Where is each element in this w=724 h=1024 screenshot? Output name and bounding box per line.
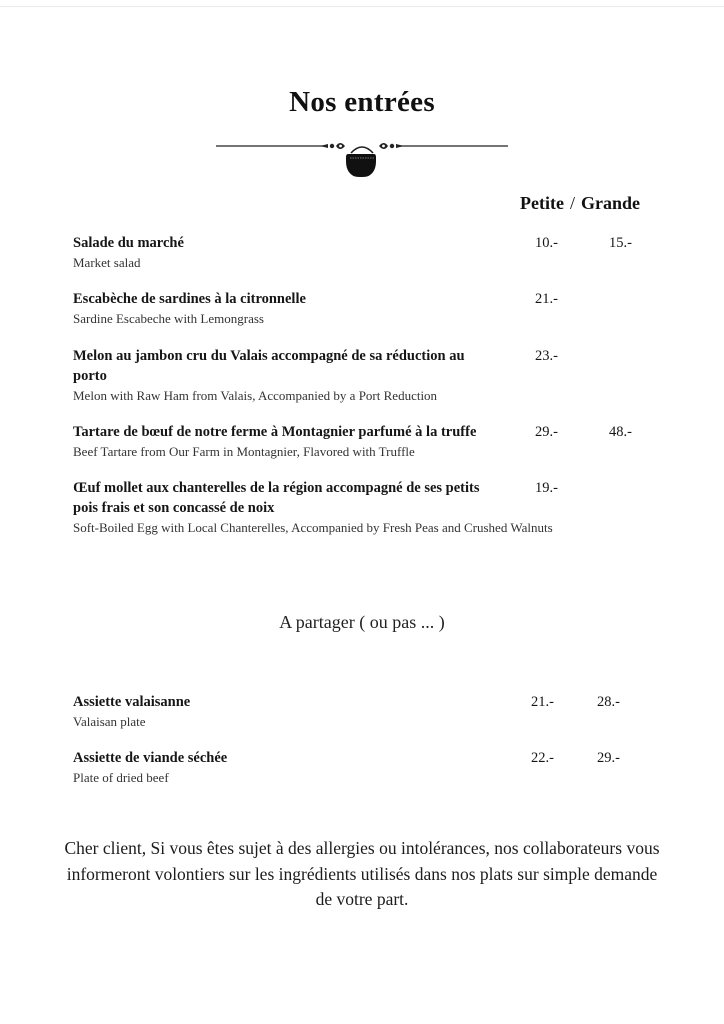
- item-name-en: Valaisan plate: [73, 714, 146, 729]
- price-grande: 48.-: [609, 424, 632, 440]
- menu-item: [73, 346, 673, 406]
- price-petite: 23.-: [535, 348, 558, 364]
- item-name-en: Soft-Boiled Egg with Local Chanterelles, Accompanied by Fresh Peas and Crushed Walnuts: [73, 520, 553, 535]
- cooking-pot-divider-icon: [216, 136, 508, 178]
- column-header-grande: Grande: [580, 193, 640, 213]
- item-name-fr: Tartare de bœuf de notre ferme à Montagnier parfumé à la truffe: [73, 424, 477, 440]
- menu-item: [73, 692, 673, 732]
- item-name-en: Market salad: [73, 255, 141, 270]
- price-grande: 15.-: [609, 235, 632, 251]
- item-name-fr: Escabèche de sardines à la citronnelle: [73, 291, 306, 307]
- column-header-petite: Petite: [520, 193, 564, 213]
- column-separator: /: [569, 193, 575, 213]
- menu-item: [73, 748, 673, 788]
- allergy-notice: Cher client, Si vous êtes sujet à des allergies ou intolérances, nos collaborateurs vous informeront volontiers sur les ingrédients utilisés dans nos plats sur simple demande de votre part.: [64, 838, 660, 909]
- price-column-headers: [520, 193, 640, 214]
- price-petite: 10.-: [535, 235, 558, 251]
- price-petite: 21.-: [535, 291, 558, 307]
- price-grande: 28.-: [597, 694, 620, 710]
- item-name-fr: Salade du marché: [73, 235, 184, 251]
- page-title: Nos entrées: [289, 86, 435, 118]
- item-name-en: Plate of dried beef: [73, 770, 169, 785]
- item-name-fr: Assiette de viande séchée: [73, 750, 228, 766]
- item-name-en: Beef Tartare from Our Farm in Montagnier, Flavored with Truffle: [73, 444, 415, 459]
- menu-item: [73, 233, 673, 273]
- menu-item: [73, 478, 673, 538]
- price-petite: 29.-: [535, 424, 558, 440]
- item-name-fr: Œuf mollet aux chanterelles de la région accompagné de ses petits pois frais et son concassé de noix: [73, 480, 480, 516]
- item-name-en: Sardine Escabeche with Lemongrass: [73, 311, 264, 326]
- item-name-fr: Assiette valaisanne: [73, 694, 191, 710]
- item-name-fr: Melon au jambon cru du Valais accompagné de sa réduction au porto: [73, 348, 465, 384]
- menu-item: [73, 422, 673, 462]
- price-grande: 29.-: [597, 750, 620, 766]
- item-name-en: Melon with Raw Ham from Valais, Accompanied by a Port Reduction: [73, 388, 438, 403]
- page-top-border: [0, 6, 724, 7]
- price-petite: 21.-: [531, 694, 554, 710]
- price-petite: 19.-: [535, 480, 558, 496]
- menu-item: [73, 289, 673, 329]
- price-petite: 22.-: [531, 750, 554, 766]
- section-title-sharing: A partager ( ou pas ... ): [279, 612, 445, 632]
